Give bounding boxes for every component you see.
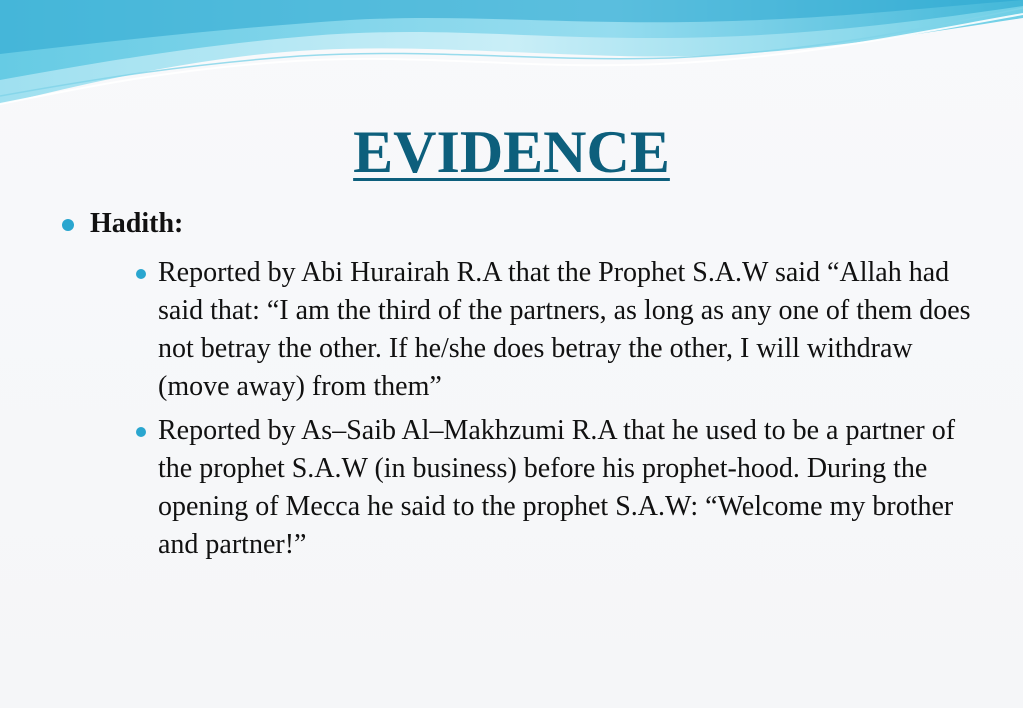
bullet-icon (136, 269, 146, 279)
bullet-icon (136, 427, 146, 437)
list-item (90, 412, 975, 564)
slide-title: EVIDENCE (353, 119, 670, 185)
hadith-text-1: Reported by Abi Hurairah R.A that the Prophet S.A.W said “Allah had said that: “I am the third of the partners, as long as any one of them does not betray the other. If he/she does betray the other, I will withdraw (move away) from them” (158, 257, 971, 402)
hadith-text-2: Reported by As–Saib Al–Makhzumi R.A that he used to be a partner of the prophet S.A.W (in business) before his prophet-hood. During the opening of Mecca he said to the prophet S.A.W: “Welcome my brother and partner!” (158, 415, 956, 560)
section-label: Hadith: (90, 208, 184, 239)
bullet-list (60, 200, 975, 564)
list-item-hadith (60, 200, 975, 564)
list-item (90, 254, 975, 406)
wave-header-decoration (0, 0, 1023, 120)
bullet-icon (62, 219, 74, 231)
sub-list (90, 254, 975, 564)
